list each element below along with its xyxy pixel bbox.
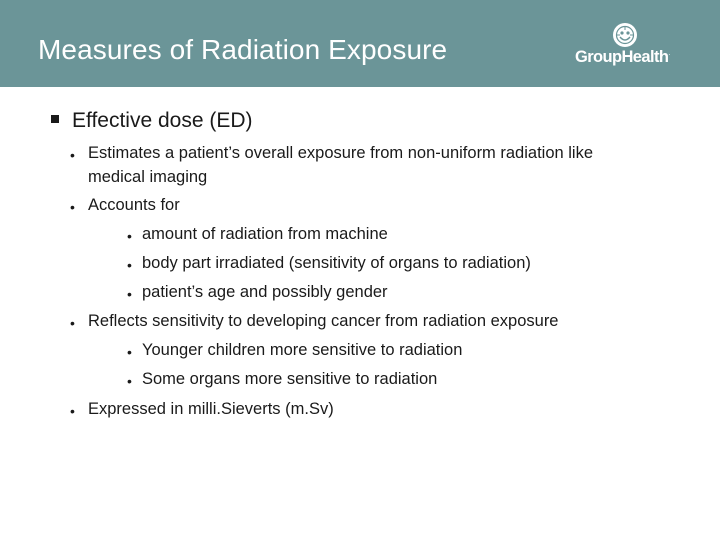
group-health-logo-icon [612,22,638,48]
bullet-estimates-line1: Estimates a patient’s overall exposure from non-uniform radiation like [88,144,594,162]
bullet-accounts-for: Accounts for [88,196,180,214]
bullet-icon: • [127,228,132,244]
bullet-icon: • [127,286,132,302]
sub-bullet-amount: amount of radiation from machine [142,225,388,243]
sub-bullet-age: patient’s age and possibly gender [142,283,388,301]
bullet-reflects: Reflects sensitivity to developing cancer from radiation exposure [88,312,559,330]
square-bullet-icon [51,115,59,123]
sub-bullet-children: Younger children more sensitive to radiation [142,341,463,359]
sub-bullet-organs: Some organs more sensitive to radiation [142,370,438,388]
bullet-icon: • [127,373,132,389]
bullet-expressed: Expressed in milli.Sieverts (m.Sv) [88,400,334,418]
bullet-icon: • [127,344,132,360]
bullet-icon: • [70,147,75,163]
bullet-estimates-line2: medical imaging [88,168,208,186]
bullet-icon: • [127,257,132,273]
group-health-logo: GroupHealth. [575,48,670,66]
sub-bullet-body-part: body part irradiated (sensitivity of organs to radiation) [142,254,531,272]
bullet-icon: • [70,403,75,419]
bullet-icon: • [70,199,75,215]
slide-title: Measures of Radiation Exposure [38,34,448,65]
bullet-icon: • [70,315,75,331]
heading-effective-dose: Effective dose (ED) [72,109,253,132]
header-bar [0,0,720,87]
